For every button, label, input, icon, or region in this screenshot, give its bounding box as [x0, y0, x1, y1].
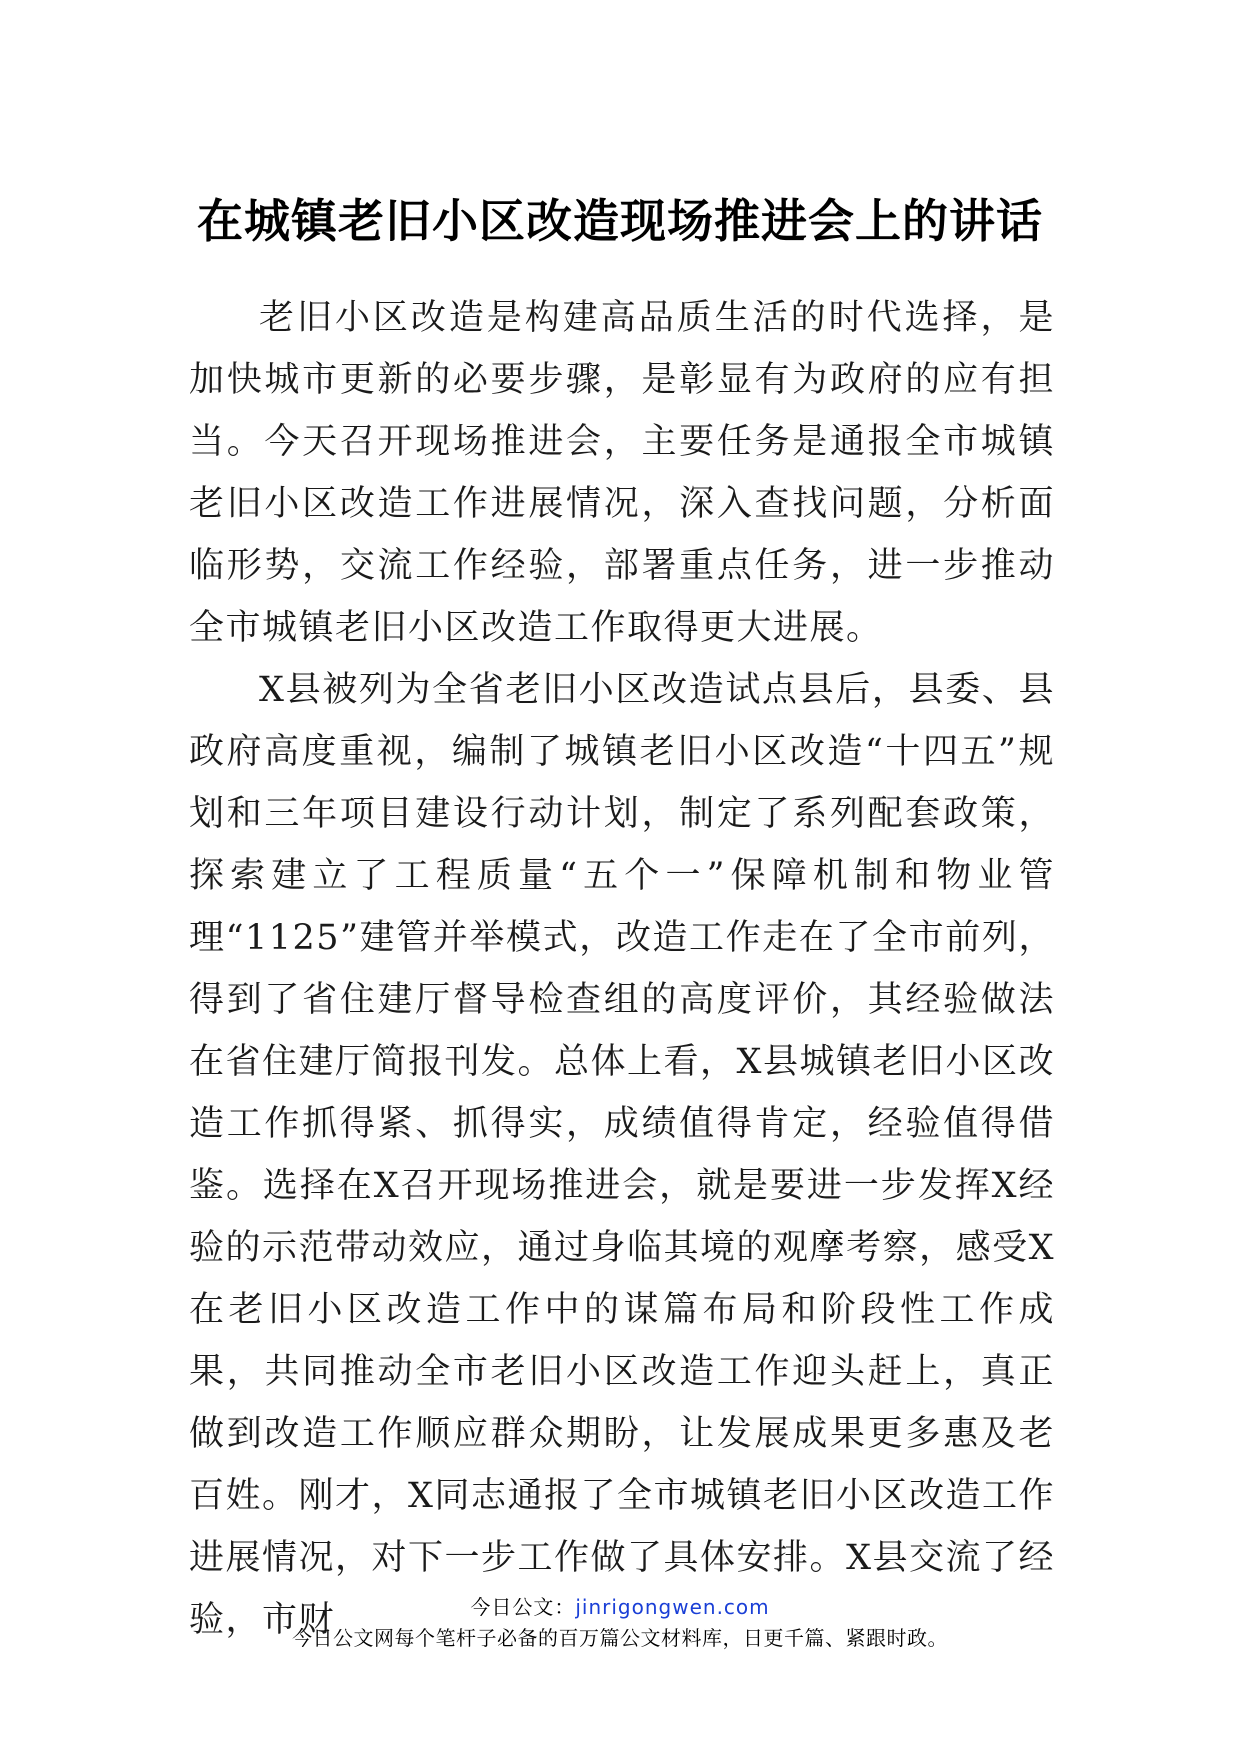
- page-footer: [0, 1592, 1240, 1654]
- paragraph-intro: 老旧小区改造是构建高品质生活的时代选择，是加快城市更新的必要步骤，是彰显有为政府的应有担当。今天召开现场推进会，主要任务是通报全市城镇老旧小区改造工作进展情况，深入查找问题，分析面临形势，交流工作经验，部署重点任务，进一步推动全市城镇老旧小区改造工作取得更大进展。: [189, 298, 1055, 648]
- footer-slogan: 今日公文网每个笔杆子必备的百万篇公文材料库，日更千篇、紧跟时政。: [292, 1626, 948, 1650]
- document-body: [189, 287, 1055, 1651]
- footer-source-link[interactable]: jinrigongwen.com: [575, 1595, 770, 1619]
- footer-source-label: 今日公文：: [470, 1595, 576, 1619]
- document-title: 在城镇老旧小区改造现场推进会上的讲话: [197, 193, 1043, 248]
- footer-source: [0, 1592, 1240, 1622]
- paragraph-county-experience: X县被列为全省老旧小区改造试点县后，县委、县政府高度重视，编制了城镇老旧小区改造“十四五”规划和三年项目建设行动计划，制定了系列配套政策，探索建立了工程质量“五个一”保障机制和物业管理“1125”建管并举模式，改造工作走在了全市前列，得到了省住建厅督导检查组的高度评价，其经验做法在省住建厅简报刊发。总体上看，X县城镇老旧小区改造工作抓得紧、抓得实，成绩值得肯定，经验值得借鉴。选择在X召开现场推进会，就是要进一步发挥X经验的示范带动效应，通过身临其境的观摩考察，感受X在老旧小区改造工作中的谋篇布局和阶段性工作成果，共同推动全市老旧小区改造工作迎头赶上，真正做到改造工作顺应群众期盼，让发展成果更多惠及老百姓。刚才，X同志通报了全市城镇老旧小区改造工作进展情况，对下一步工作做了具体安排。X县交流了经验，市财: [189, 670, 1055, 1640]
